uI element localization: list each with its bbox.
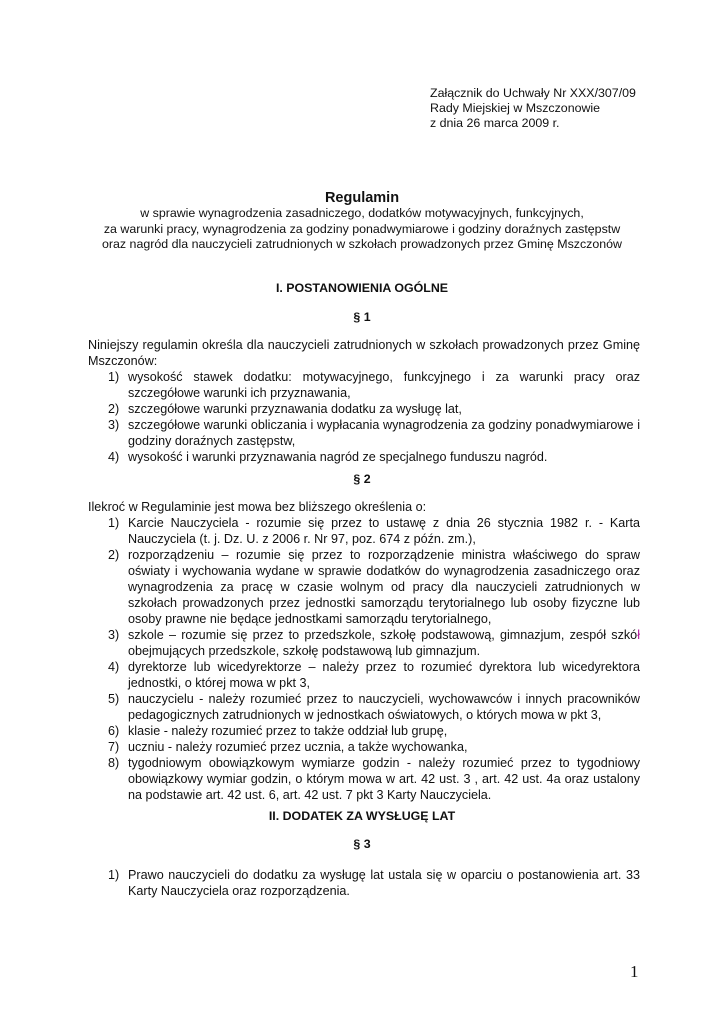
list-item-number: 5) — [108, 692, 120, 706]
list-item-text: Prawo nauczycieli do dodatku za wysługę lat ustala się w oparciu o postanowienia art. 33 Karty Nauczyciela oraz rozporządzenia. — [128, 868, 640, 898]
paragraph1-symbol: § 1 — [353, 310, 371, 324]
subtitle-line2: za warunki pracy, wynagrodzenia za godziny ponadwymiarowe i godziny doraźnych zastępstw — [103, 221, 621, 236]
list-item-text: nauczycielu - należy rozumieć przez to nauczycieli, wychowawców i innych pracowników pedagogicznych zatrudnionych w jednostkach oświatowych, o których mowa w pkt 3, — [128, 692, 640, 722]
list-item-text: szczegółowe warunki obliczania i wypłacania wynagrodzenia za godziny ponadwymiarowe i godziny doraźnych zastępstw, — [128, 418, 640, 448]
list-item-text: uczniu - należy rozumieć przez ucznia, a także wychowanka, — [128, 740, 468, 754]
list-item — [88, 739, 640, 755]
list-item-number: 2) — [108, 548, 120, 562]
list-item-text: Karcie Nauczyciela - rozumie się przez to ustawę z dnia 26 stycznia 1982 r. - Karta Nauczyciela (t. j. Dz. U. z 2006 r. Nr 97, poz. 674 z późn. zm.), — [128, 516, 640, 546]
attachment-note-line3: z dnia 26 marca 2009 r. — [430, 116, 560, 130]
paragraph2-intro: Ilekroć w Regulaminie jest mowa bez bliższego określenia o: — [88, 500, 427, 514]
list-item — [88, 755, 640, 803]
list-item — [88, 547, 640, 627]
list-item — [88, 659, 640, 691]
list-item — [88, 691, 640, 723]
attachment-note-line2: Rady Miejskiej w Mszczonowie — [430, 101, 601, 115]
list-item-text: szczegółowe warunki przyznawania dodatku za wysługę lat, — [128, 402, 462, 416]
page-number: 1 — [630, 962, 639, 981]
list-item — [88, 369, 640, 401]
paragraph1-list — [88, 369, 640, 465]
list-item-number: 8) — [108, 756, 120, 770]
list-item-text-highlight: ł — [637, 628, 640, 642]
paragraph3-symbol: § 3 — [353, 837, 371, 851]
list-item-number: 3) — [108, 628, 120, 642]
document-subtitle — [0, 206, 724, 253]
list-item-number: 1) — [108, 516, 120, 530]
list-item-text: wysokość i warunki przyznawania nagród ze specjalnego funduszu nagród. — [128, 450, 548, 464]
list-item-text: klasie - należy rozumieć przez to także oddział lub grupę, — [128, 724, 448, 738]
list-item-text: wysokość stawek dodatku: motywacyjnego, funkcyjnego i za warunki pracy oraz szczegółowe warunki ich przyznawania, — [128, 370, 640, 400]
list-item — [88, 417, 640, 449]
subtitle-line1: w sprawie wynagrodzenia zasadniczego, dodatków motywacyjnych, funkcyjnych, — [140, 206, 584, 220]
list-item-number: 1) — [108, 868, 120, 882]
list-item-number: 2) — [108, 402, 120, 416]
list-item — [88, 449, 640, 465]
list-item — [88, 627, 640, 659]
paragraph2-symbol: § 2 — [353, 472, 371, 486]
paragraph2-list — [88, 515, 640, 803]
paragraph3-list — [88, 867, 640, 899]
list-item-text: szkole – rozumie się przez to przedszkole, szkołę podstawową, gimnazjum, zespół szkó — [128, 628, 638, 642]
attachment-note-line1: Załącznik do Uchwały Nr XXX/307/09 — [430, 86, 636, 100]
list-item-number: 1) — [108, 370, 120, 384]
document-title: Regulamin — [324, 190, 400, 206]
list-item-number: 3) — [108, 418, 120, 432]
list-item — [88, 723, 640, 739]
list-item-number: 4) — [108, 660, 120, 674]
paragraph1-intro: Niniejszy regulamin określa dla nauczycieli zatrudnionych w szkołach prowadzonych przez Gminę Mszczonów: — [88, 338, 640, 368]
list-item — [88, 867, 640, 899]
list-item-number: 6) — [108, 724, 120, 738]
list-item — [88, 515, 640, 547]
list-item-number: 7) — [108, 740, 120, 754]
list-item-text: obejmujących przedszkole, szkołę podstawową lub gimnazjum. — [128, 644, 481, 658]
list-item — [88, 401, 640, 417]
attachment-note — [430, 86, 636, 131]
list-item-number: 4) — [108, 450, 120, 464]
list-item-text: dyrektorze lub wicedyrektorze – należy przez to rozumieć dyrektora lub wicedyrektora jednostki, o której mowa w pkt 3, — [128, 660, 640, 690]
subtitle-line3: oraz nagród dla nauczycieli zatrudnionych w szkołach prowadzonych przez Gminę Mszczonów — [102, 237, 622, 251]
list-item-text: rozporządzeniu – rozumie się przez to rozporządzenie ministra właściwego do spraw oświaty i wychowania wydane w sprawie dodatków do wynagrodzenia zasadniczego oraz wynagrodzenia za pracę w czasie wolnym od pracy dla nauczycieli zatrudnionych w szkołach prowadzonych przez jednostki samorządu terytorialnego lub osoby fizyczne lub osoby prawne nie będące jednostkami samorządu terytorialnego, — [128, 548, 640, 626]
section2-heading: II. DODATEK ZA WYSŁUGĘ LAT — [268, 809, 456, 823]
list-item-text: tygodniowym obowiązkowym wymiarze godzin - należy rozumieć przez to tygodniowy obowiązkowy wymiar godzin, o którym mowa w art. 42 ust. 3 , art. 42 ust. 4a oraz ustalony na podstawie art. 42 ust. 6, art. 42 ust. 7 pkt 3 Karty Nauczyciela. — [128, 756, 640, 802]
section1-heading: I. POSTANOWIENIA OGÓLNE — [275, 281, 449, 295]
